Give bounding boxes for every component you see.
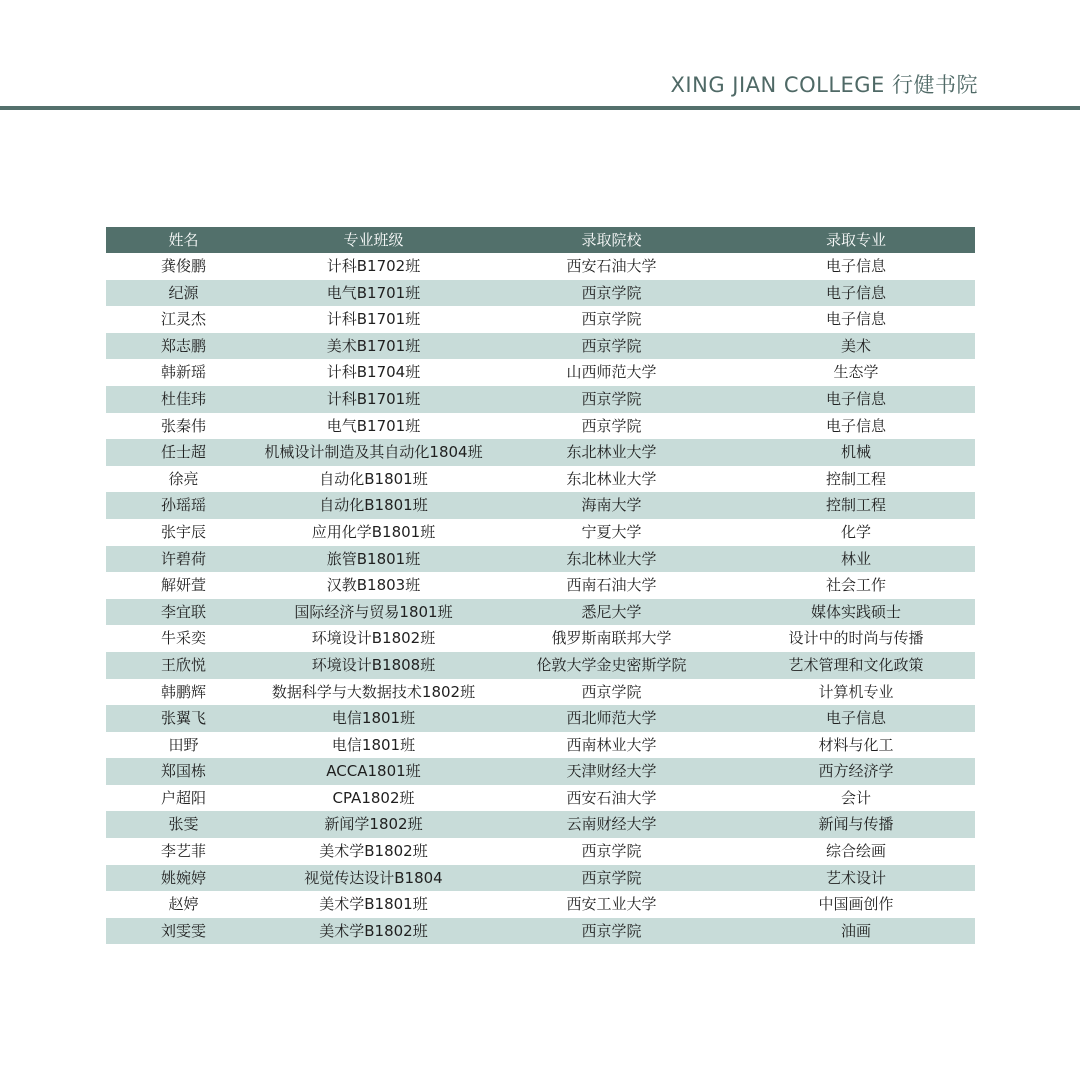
- table-row: [106, 306, 975, 333]
- cell-name: 徐亮: [168, 469, 199, 488]
- cell-school: 西京学院: [581, 283, 642, 302]
- cell-class: 美术学B1802班: [319, 842, 428, 861]
- cell-name: 张雯: [168, 815, 199, 834]
- cell-class: 自动化B1801班: [319, 469, 428, 488]
- cell-name: 孙瑶瑶: [160, 496, 206, 515]
- cell-school: 东北林业大学: [566, 443, 657, 462]
- cell-name: 韩新瑶: [160, 363, 206, 382]
- cell-school: 西京学院: [581, 682, 642, 701]
- table-row: [106, 705, 975, 732]
- table-row: [106, 386, 975, 413]
- cell-major: 机械: [840, 443, 871, 462]
- cell-major: 生态学: [833, 363, 879, 382]
- table-row: [106, 732, 975, 759]
- table-row: [106, 599, 975, 626]
- table-row: [106, 785, 975, 812]
- header-divider: [0, 106, 1080, 110]
- table-row: [106, 333, 975, 360]
- table-row: [106, 679, 975, 706]
- cell-class: 汉教B1803班: [326, 576, 421, 595]
- cell-class: 计科B1702班: [326, 257, 421, 275]
- cell-name: 刘雯雯: [160, 921, 206, 940]
- cell-major: 社会工作: [825, 576, 886, 595]
- cell-major: 美术: [840, 336, 871, 355]
- table-row: [106, 546, 975, 573]
- cell-class: ACCA1801班: [326, 762, 421, 781]
- cell-class: 计科B1701班: [326, 389, 421, 408]
- table-row: [106, 492, 975, 519]
- cell-class: 计科B1701班: [326, 310, 421, 329]
- cell-major: 中国画创作: [818, 895, 894, 914]
- cell-school: 西京学院: [581, 310, 642, 329]
- cell-class: 环境设计B1808班: [311, 655, 436, 674]
- cell-name: 江灵杰: [160, 310, 206, 329]
- table-row: [106, 439, 975, 466]
- cell-class: 美术学B1802班: [319, 921, 428, 940]
- table-row: [106, 572, 975, 599]
- cell-school: 伦敦大学金史密斯学院: [536, 655, 687, 674]
- column-header-class: 专业班级: [343, 231, 404, 249]
- cell-major: 西方经济学: [818, 762, 894, 781]
- cell-class: CPA1802班: [332, 788, 415, 807]
- cell-major: 控制工程: [825, 496, 886, 515]
- column-header-school: 录取院校: [581, 231, 642, 249]
- cell-name: 许碧荷: [160, 549, 206, 568]
- cell-major: 控制工程: [825, 469, 886, 488]
- table-row: [106, 811, 975, 838]
- cell-school: 西京学院: [581, 921, 642, 940]
- cell-major: 会计: [840, 788, 871, 807]
- cell-class: 视觉传达设计B1804: [304, 868, 443, 887]
- cell-school: 山西师范大学: [566, 363, 657, 382]
- table-row: [106, 865, 975, 892]
- cell-major: 电子信息: [825, 416, 886, 435]
- cell-class: 电信1801班: [331, 709, 416, 728]
- cell-class: 数据科学与大数据技术1802班: [271, 682, 476, 701]
- cell-school: 西南林业大学: [566, 735, 657, 754]
- table-row: [106, 280, 975, 307]
- cell-class: 环境设计B1802班: [311, 629, 436, 648]
- admissions-table: [106, 227, 975, 944]
- cell-name: 张翼飞: [160, 709, 206, 728]
- cell-class: 应用化学B1801班: [311, 522, 436, 541]
- cell-name: 龚俊鹏: [160, 257, 206, 275]
- cell-name: 解妍萱: [160, 576, 206, 595]
- cell-name: 纪源: [168, 283, 199, 302]
- column-header-major: 录取专业: [825, 231, 886, 249]
- cell-name: 张秦伟: [160, 416, 206, 435]
- college-title: XING JIAN COLLEGE 行健书院: [670, 73, 978, 97]
- cell-name: 户超阳: [160, 788, 206, 807]
- table-row: [106, 891, 975, 918]
- cell-school: 西安石油大学: [566, 788, 657, 807]
- cell-class: 机械设计制造及其自动化1804班: [264, 443, 483, 462]
- cell-name: 韩鹏辉: [160, 682, 206, 701]
- cell-name: 赵婷: [168, 895, 199, 914]
- cell-name: 牛采奕: [160, 629, 206, 648]
- cell-major: 设计中的时尚与传播: [788, 629, 924, 648]
- cell-class: 新闻学1802班: [324, 815, 423, 834]
- table-row: [106, 838, 975, 865]
- cell-school: 海南大学: [581, 496, 642, 515]
- cell-school: 西北师范大学: [566, 709, 657, 728]
- cell-school: 西安工业大学: [566, 895, 657, 914]
- cell-school: 西京学院: [581, 868, 642, 887]
- cell-school: 俄罗斯南联邦大学: [551, 629, 672, 648]
- cell-name: 李宜联: [160, 602, 206, 621]
- column-header-name: 姓名: [168, 231, 199, 249]
- cell-major: 媒体实践硕士: [810, 602, 901, 621]
- table-row: [106, 625, 975, 652]
- cell-class: 旅管B1801班: [326, 549, 421, 568]
- cell-major: 林业: [840, 549, 871, 568]
- table-row: [106, 652, 975, 679]
- cell-major: 计算机专业: [818, 682, 894, 701]
- cell-school: 云南财经大学: [566, 815, 657, 834]
- table-row: [106, 413, 975, 440]
- cell-name: 田野: [168, 735, 199, 754]
- cell-major: 电子信息: [825, 310, 886, 329]
- cell-major: 综合绘画: [825, 842, 886, 861]
- table-row: [106, 466, 975, 493]
- cell-class: 美术学B1801班: [319, 895, 428, 914]
- cell-name: 任士超: [160, 443, 206, 462]
- cell-major: 电子信息: [825, 257, 886, 275]
- cell-school: 西京学院: [581, 416, 642, 435]
- cell-major: 化学: [840, 522, 871, 541]
- cell-school: 东北林业大学: [566, 469, 657, 488]
- cell-major: 材料与化工: [818, 735, 894, 754]
- cell-school: 悉尼大学: [581, 602, 642, 621]
- cell-name: 郑志鹏: [160, 336, 206, 355]
- cell-class: 自动化B1801班: [319, 496, 428, 515]
- cell-name: 李艺菲: [160, 842, 206, 861]
- table-header: [106, 227, 975, 253]
- cell-name: 姚婉婷: [160, 868, 206, 887]
- cell-major: 新闻与传播: [818, 815, 894, 834]
- cell-class: 计科B1704班: [326, 363, 421, 382]
- cell-name: 郑国栋: [160, 762, 206, 781]
- cell-name: 张宇辰: [160, 522, 206, 541]
- cell-major: 艺术管理和文化政策: [788, 655, 924, 674]
- table-body: [106, 253, 975, 944]
- cell-major: 油画: [840, 921, 871, 940]
- cell-class: 电气B1701班: [326, 283, 421, 302]
- cell-major: 电子信息: [825, 389, 886, 408]
- table-row: [106, 918, 975, 945]
- cell-name: 王欣悦: [160, 655, 206, 674]
- table-row: [106, 758, 975, 785]
- cell-major: 艺术设计: [825, 868, 886, 887]
- cell-class: 国际经济与贸易1801班: [294, 602, 453, 621]
- cell-name: 杜佳玮: [160, 389, 206, 408]
- cell-major: 电子信息: [825, 283, 886, 302]
- cell-class: 电气B1701班: [326, 416, 421, 435]
- cell-school: 西京学院: [581, 389, 642, 408]
- cell-class: 电信1801班: [331, 735, 416, 754]
- cell-school: 西南石油大学: [566, 576, 657, 595]
- cell-school: 西京学院: [581, 336, 642, 355]
- table-row: [106, 359, 975, 386]
- cell-school: 东北林业大学: [566, 549, 657, 568]
- cell-school: 天津财经大学: [566, 762, 657, 781]
- cell-school: 宁夏大学: [581, 522, 642, 541]
- table-row: [106, 519, 975, 546]
- cell-class: 美术B1701班: [326, 336, 421, 355]
- table-row: [106, 253, 975, 280]
- cell-school: 西安石油大学: [566, 257, 657, 275]
- cell-school: 西京学院: [581, 842, 642, 861]
- cell-major: 电子信息: [825, 709, 886, 728]
